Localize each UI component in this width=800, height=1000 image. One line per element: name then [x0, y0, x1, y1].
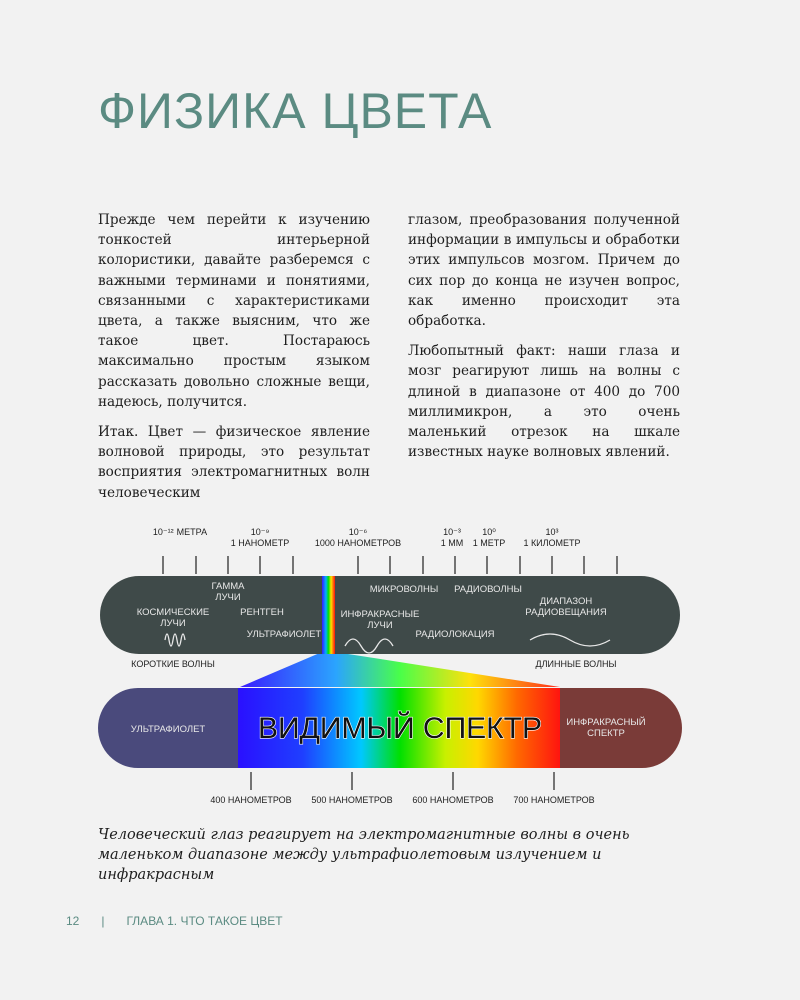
- long-waves-label: ДЛИННЫЕ ВОЛНЫ: [535, 659, 617, 669]
- scale-label: 10⁻¹² МЕТРА: [152, 527, 208, 537]
- paragraph: Прежде чем перейти к изучению тонкостей интерьерной колористики, давайте разберемся с важными терминами и понятиями, связанными с характеристиками цвета, а также выясним, что же такое цвет. Постараюсь максимально простым языком рассказать довольно сложные вещи, надеюсь, получится.: [98, 212, 370, 410]
- scale-label: 1 КИЛОМЕТР: [523, 538, 581, 548]
- paragraph: глазом, преобразования полученной информации в импульсы и обработки этих импульсов мозгом. Причем до сих пор до конца не изучен вопрос, как именно происходит эта обработка.: [408, 212, 680, 330]
- nm-label: 400 НАНОМЕТРОВ: [210, 795, 292, 805]
- chapter-title: ГЛАВА 1. ЧТО ТАКОЕ ЦВЕТ: [126, 914, 283, 928]
- cosmic-label: КОСМИЧЕСКИЕ: [136, 607, 210, 618]
- ir-lower-label: ИНФРАКРАСНЫЙ: [566, 717, 646, 728]
- infrared-label: ИНФРАКРАСНЫЕ: [340, 609, 420, 620]
- nm-label: 600 НАНОМЕТРОВ: [412, 795, 494, 805]
- broadcast-label: РАДИОВЕЩАНИЯ: [525, 607, 607, 618]
- nm-label: 700 НАНОМЕТРОВ: [513, 795, 595, 805]
- paragraph: Итак. Цвет — физическое явление волновой природы, это результат восприятия электромагнитных волн человеческим: [98, 424, 370, 501]
- top-scale: [153, 527, 581, 548]
- radiowaves-label: РАДИОВОЛНЫ: [454, 584, 522, 595]
- infrared-label: ЛУЧИ: [367, 620, 393, 631]
- figure-caption: Человеческий глаз реагирует на электромагнитные волны в очень маленьком диапазоне между ультрафиолетовым излучением и инфракрасным: [98, 827, 630, 883]
- uv-label: УЛЬТРАФИОЛЕТ: [246, 629, 322, 640]
- scale-label: 1 НАНОМЕТР: [230, 538, 290, 548]
- page-footer: [66, 914, 283, 928]
- short-waves-label: КОРОТКИЕ ВОЛНЫ: [131, 659, 215, 669]
- radar-label: РАДИОЛОКАЦИЯ: [415, 629, 495, 640]
- visible-light-fan: [240, 652, 560, 687]
- scale-exponent: 10³: [545, 527, 559, 537]
- scale-label: 1 МЕТР: [472, 538, 506, 548]
- scale-exponent: 10⁻⁶: [348, 527, 368, 537]
- page-number: 12: [66, 914, 80, 928]
- ir-lower-label: СПЕКТР: [587, 728, 625, 739]
- gamma-label: ЛУЧИ: [215, 592, 241, 603]
- bottom-ticks: [251, 772, 554, 790]
- visible-spectrum-label: ВИДИМЫЙ СПЕКТР: [258, 712, 542, 745]
- top-ticks: [163, 556, 617, 574]
- cosmic-label: ЛУЧИ: [160, 618, 186, 629]
- scale-label: 1000 НАНОМЕТРОВ: [314, 538, 402, 548]
- scale-exponent: 10⁻³: [443, 527, 461, 537]
- spectrum-diagram: [0, 520, 800, 820]
- gamma-label: ГАММА: [211, 581, 245, 592]
- xray-label: РЕНТГЕН: [240, 607, 284, 618]
- uv-lower-label: УЛЬТРАФИОЛЕТ: [130, 724, 206, 735]
- text-column-right: [408, 210, 680, 472]
- text-column-left: [98, 210, 370, 513]
- scale-exponent: 10⁻⁹: [250, 527, 270, 537]
- microwaves-label: МИКРОВОЛНЫ: [369, 584, 439, 595]
- broadcast-label: ДИАПАЗОН: [539, 596, 593, 607]
- scale-label: 1 ММ: [440, 538, 464, 548]
- nm-label: 500 НАНОМЕТРОВ: [311, 795, 393, 805]
- paragraph: Любопытный факт: наши глаза и мозг реагируют лишь на волны с длиной в диапазоне от 400 до 700 миллимикрон, а это очень маленький отрезок на шкале известных науке волновых явлений.: [408, 343, 680, 461]
- visible-strip: [322, 576, 335, 654]
- page-title: ФИЗИКА ЦВЕТА: [98, 83, 493, 139]
- footer-separator: |: [101, 914, 105, 928]
- scale-exponent: 10⁰: [482, 527, 496, 537]
